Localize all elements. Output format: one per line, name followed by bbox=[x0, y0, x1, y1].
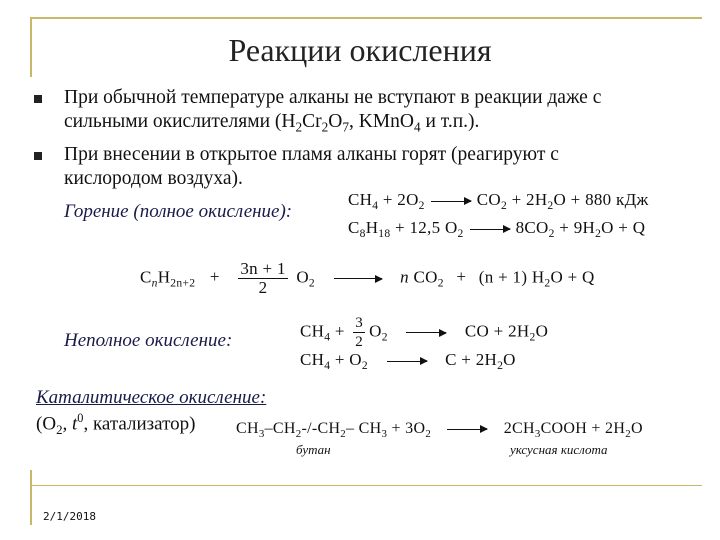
catalytic-oxidation-label: Каталитическое окисление: bbox=[36, 387, 267, 408]
footer-date: 2/1/2018 bbox=[43, 510, 96, 523]
incomplete-equation-2: $CH_4 + O_2$ $C + 2H_2O$ bbox=[300, 350, 516, 373]
general-fraction: $\frac{3n + 1}{2}$ bbox=[240, 259, 286, 297]
butane-caption: бутан bbox=[296, 442, 331, 457]
reaction-arrow-icon bbox=[334, 278, 382, 279]
frame-bottom-line bbox=[30, 485, 702, 486]
bullet-2-line-1: При внесении в открытое пламя алканы горят (реагируют с bbox=[64, 144, 559, 165]
reaction-arrow-icon bbox=[447, 429, 487, 430]
bullet-text-1 bbox=[64, 86, 704, 140]
bullet-1-line-1: При обычной температуре алканы не вступают в реакции даже с bbox=[64, 87, 602, 108]
reaction-arrow-icon bbox=[431, 201, 471, 202]
bullet-text-2 bbox=[64, 143, 704, 191]
reaction-arrow-icon bbox=[470, 229, 510, 230]
bullet-marker bbox=[34, 95, 42, 103]
incomplete-oxidation-label: Неполное окисление: bbox=[64, 330, 233, 351]
acetic-acid-caption: уксусная кислота bbox=[510, 442, 608, 457]
incomplete-fraction: $\frac{3}{2}$ bbox=[355, 315, 364, 350]
reaction-arrow-icon bbox=[387, 361, 427, 362]
combustion-label: Горение (полное окисление): bbox=[64, 201, 293, 222]
catalytic-conditions: ($O_2$, $t^0$, катализатор) bbox=[36, 411, 196, 437]
bullet-1-line-2: сильными окислителями ($H_2Cr_2O_7$, KMnO$_4$ и т.п.). bbox=[64, 111, 480, 135]
frame-top-line bbox=[30, 17, 702, 19]
bullet-2-line-2: кислородом воздуха). bbox=[64, 168, 243, 189]
frame-left-line-bottom bbox=[30, 470, 32, 525]
slide-title: Реакции окисления bbox=[228, 32, 492, 68]
catalytic-equation: $CH_3-CH_2-/-CH_2-$ $CH_3 + 3O_2$ $2CH_3COOH + 2H_2O$ bbox=[236, 420, 643, 440]
reaction-arrow-icon bbox=[406, 332, 446, 333]
incomplete-equation-1: $CH_4$ + $\frac{3}{2}$ $O_2$ CO + $2H_2O$ bbox=[300, 315, 549, 350]
combustion-equation-octane: $C_8H_{18} + 12,5$ $O_2$ $8CO_2 + 9H_2O + Q$ bbox=[348, 218, 646, 241]
general-combustion-equation: $C_nH_{2n+2}$ + $\frac{3n + 1}{2}$ $O_2$ n $CO_2 + (n + 1) H_2O + Q$ bbox=[140, 259, 595, 297]
bullet-marker bbox=[34, 152, 42, 160]
combustion-equation-methane: $CH_4 + 2O_2$ $CO_2 + 2H_2O + 880$ кДж bbox=[348, 190, 649, 213]
